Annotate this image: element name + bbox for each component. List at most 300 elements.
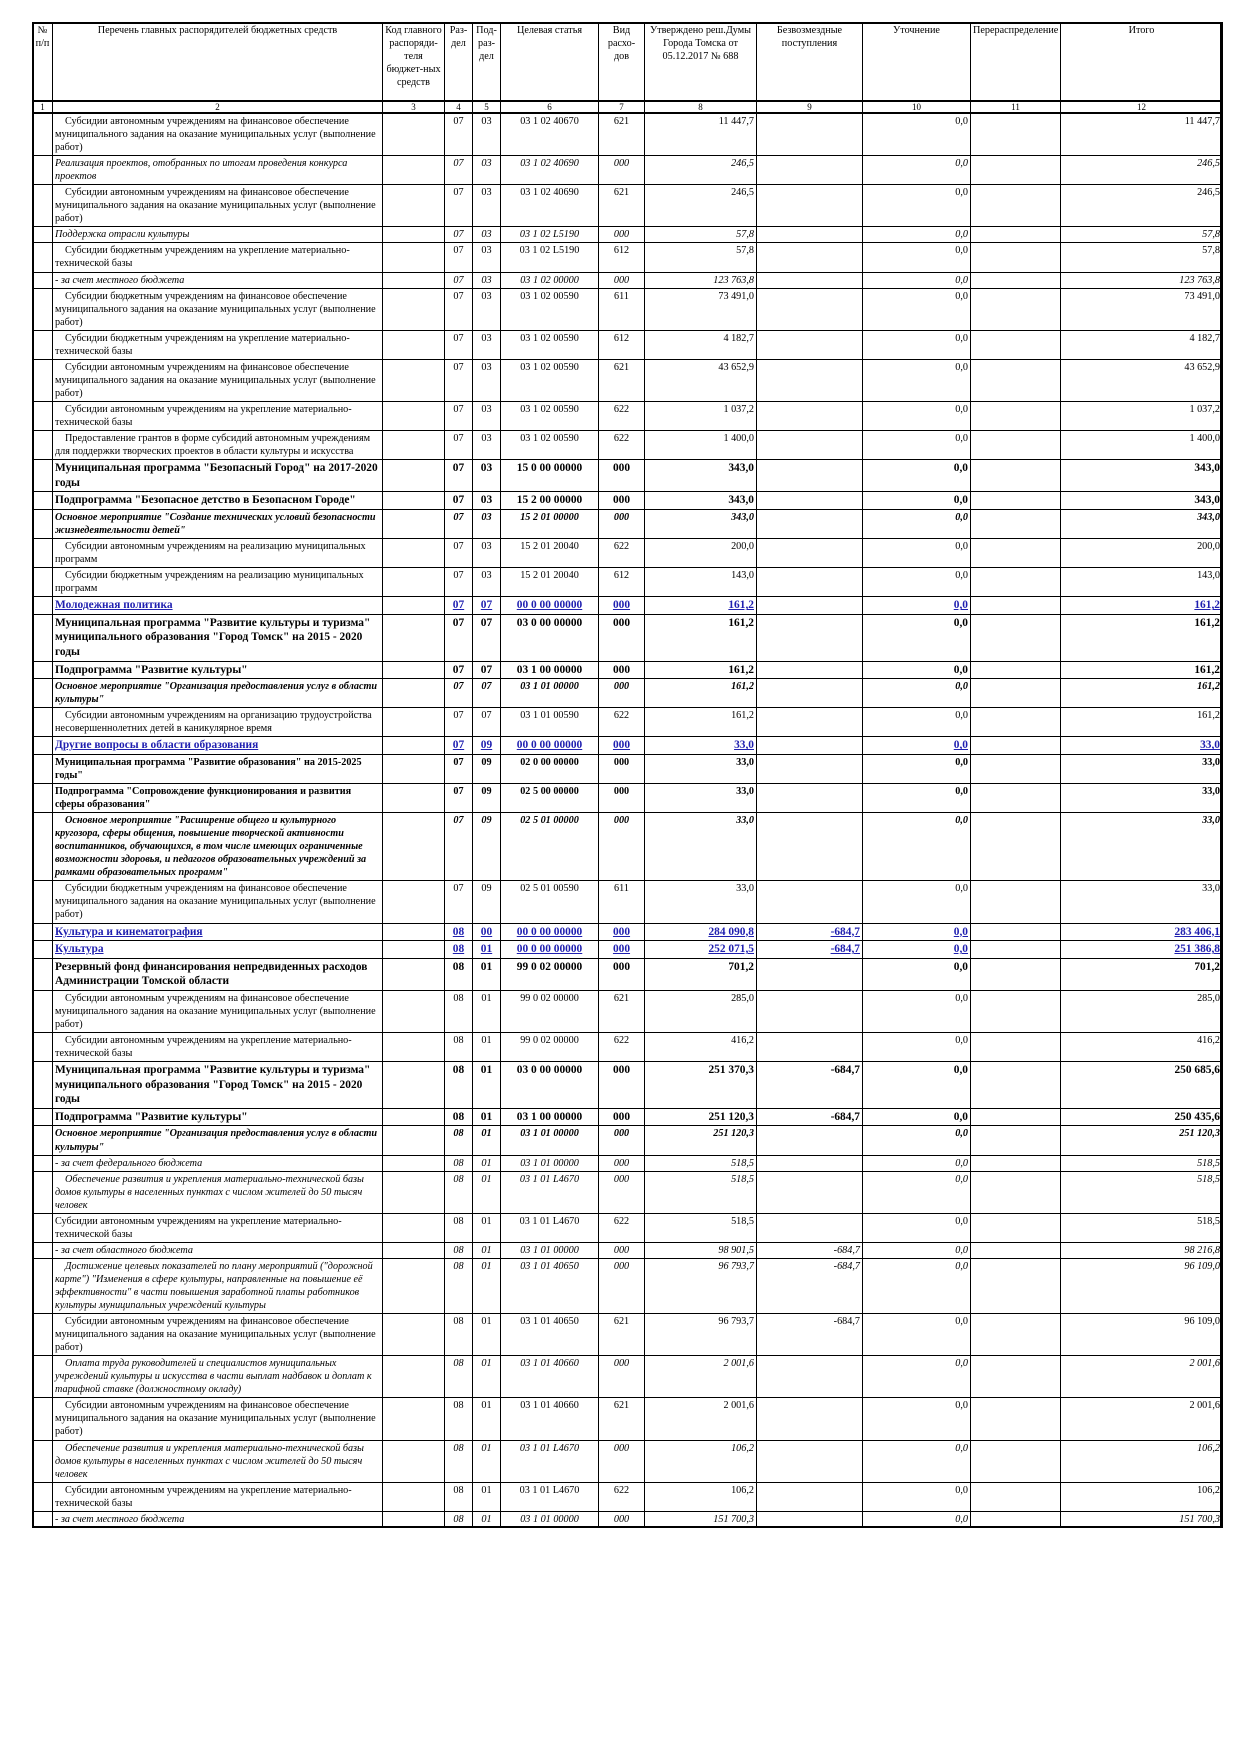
cell-clarification: 0,0	[863, 1511, 971, 1527]
cell-total: 250 435,6	[1061, 1108, 1223, 1126]
cell-name: Основное мероприятие "Создание технических условий безопасности жизнедеятельности детей"	[53, 509, 383, 538]
cell-code	[383, 679, 445, 708]
cell-code	[383, 923, 445, 941]
cell-num	[33, 1398, 53, 1440]
table-row	[33, 1155, 1223, 1171]
cell-clarification: 0,0	[863, 1258, 971, 1313]
cell-code	[383, 1314, 445, 1356]
cell-redistribution	[971, 431, 1061, 460]
cell-num	[33, 1126, 53, 1155]
cell-statya: 03 1 01 00000	[501, 1126, 599, 1155]
cell-redistribution	[971, 1213, 1061, 1242]
cell-vid: 000	[599, 227, 645, 243]
table-row	[33, 941, 1223, 959]
cell-free-receipts	[757, 1356, 863, 1398]
cell-podrazdel: 03	[473, 156, 501, 185]
cell-podrazdel: 01	[473, 990, 501, 1032]
cell-clarification: 0,0	[863, 359, 971, 401]
cell-razdel: 07	[445, 679, 473, 708]
cell-num	[33, 1033, 53, 1062]
cell-clarification: 0,0	[863, 156, 971, 185]
cell-num	[33, 1356, 53, 1398]
cell-num	[33, 1440, 53, 1482]
cell-approved: 1 037,2	[645, 401, 757, 430]
cell-approved: 200,0	[645, 539, 757, 568]
cell-statya: 02 5 00 00000	[501, 784, 599, 813]
table-row	[33, 708, 1223, 737]
cell-clarification: 0,0	[863, 1314, 971, 1356]
cell-razdel: 07	[445, 113, 473, 156]
table-row	[33, 754, 1223, 783]
cell-free-receipts	[757, 1126, 863, 1155]
cell-approved: 416,2	[645, 1033, 757, 1062]
cell-statya: 00 0 00 00000	[501, 941, 599, 959]
cell-vid: 000	[599, 1356, 645, 1398]
cell-code	[383, 1356, 445, 1398]
cell-approved: 33,0	[645, 881, 757, 923]
cell-clarification: 0,0	[863, 460, 971, 492]
table-row	[33, 1213, 1223, 1242]
cell-approved: 246,5	[645, 156, 757, 185]
cell-approved: 96 793,7	[645, 1314, 757, 1356]
table-row	[33, 1258, 1223, 1313]
cell-free-receipts	[757, 958, 863, 990]
cell-total: 4 182,7	[1061, 330, 1223, 359]
column-number: 11	[971, 101, 1061, 113]
cell-podrazdel: 03	[473, 272, 501, 288]
cell-redistribution	[971, 568, 1061, 597]
cell-total: 343,0	[1061, 509, 1223, 538]
cell-statya: 03 1 01 L4670	[501, 1482, 599, 1511]
cell-razdel: 07	[445, 431, 473, 460]
column-number: 6	[501, 101, 599, 113]
cell-vid: 000	[599, 1242, 645, 1258]
header-podrazdel: Под-раз-дел	[473, 23, 501, 102]
cell-name: Подпрограмма "Развитие культуры"	[53, 661, 383, 679]
cell-statya: 03 1 02 40670	[501, 113, 599, 156]
cell-code	[383, 185, 445, 227]
cell-podrazdel: 03	[473, 492, 501, 510]
cell-podrazdel: 03	[473, 401, 501, 430]
cell-vid: 000	[599, 1511, 645, 1527]
cell-razdel: 07	[445, 509, 473, 538]
cell-redistribution	[971, 272, 1061, 288]
cell-code	[383, 1482, 445, 1511]
cell-total: 1 037,2	[1061, 401, 1223, 430]
cell-free-receipts	[757, 460, 863, 492]
cell-code	[383, 227, 445, 243]
cell-code	[383, 813, 445, 881]
cell-vid: 612	[599, 568, 645, 597]
table-row	[33, 1171, 1223, 1213]
cell-name: Культура	[53, 941, 383, 959]
table-row	[33, 597, 1223, 615]
cell-redistribution	[971, 1440, 1061, 1482]
table-row	[33, 1033, 1223, 1062]
cell-free-receipts	[757, 614, 863, 661]
cell-approved: 11 447,7	[645, 113, 757, 156]
cell-statya: 03 1 01 00590	[501, 708, 599, 737]
cell-vid: 000	[599, 737, 645, 755]
cell-razdel: 07	[445, 243, 473, 272]
cell-name: Субсидии автономным учреждениям на финансовое обеспечение муниципального задания на оказание муниципальных услуг (выполнение работ)	[53, 1398, 383, 1440]
cell-total: 123 763,8	[1061, 272, 1223, 288]
cell-approved: 252 071,5	[645, 941, 757, 959]
cell-clarification: 0,0	[863, 679, 971, 708]
cell-total: 2 001,6	[1061, 1356, 1223, 1398]
cell-podrazdel: 01	[473, 1033, 501, 1062]
cell-razdel: 07	[445, 881, 473, 923]
cell-vid: 621	[599, 113, 645, 156]
cell-code	[383, 1126, 445, 1155]
cell-free-receipts	[757, 359, 863, 401]
cell-razdel: 08	[445, 1108, 473, 1126]
cell-redistribution	[971, 1171, 1061, 1213]
cell-total: 518,5	[1061, 1171, 1223, 1213]
cell-statya: 03 1 01 40660	[501, 1398, 599, 1440]
cell-name: Оплата труда руководителей и специалистов муниципальных учреждений культуры и искусства в части выплат надбавок и доплат к тарифной ставке (должностному окладу)	[53, 1356, 383, 1398]
cell-name: Муниципальная программа "Безопасный Город" на 2017-2020 годы	[53, 460, 383, 492]
cell-code	[383, 737, 445, 755]
cell-free-receipts	[757, 1171, 863, 1213]
cell-statya: 03 1 01 40650	[501, 1314, 599, 1356]
cell-statya: 02 0 00 00000	[501, 754, 599, 783]
cell-total: 416,2	[1061, 1033, 1223, 1062]
cell-approved: 33,0	[645, 813, 757, 881]
cell-code	[383, 330, 445, 359]
cell-razdel: 08	[445, 1511, 473, 1527]
cell-redistribution	[971, 113, 1061, 156]
cell-vid: 000	[599, 754, 645, 783]
cell-redistribution	[971, 679, 1061, 708]
cell-total: 106,2	[1061, 1440, 1223, 1482]
table-row	[33, 1440, 1223, 1482]
cell-redistribution	[971, 492, 1061, 510]
cell-name: Субсидии бюджетным учреждениям на финансовое обеспечение муниципального задания на оказание муниципальных услуг (выполнение работ)	[53, 881, 383, 923]
cell-num	[33, 1258, 53, 1313]
cell-podrazdel: 07	[473, 661, 501, 679]
cell-razdel: 07	[445, 754, 473, 783]
table-row	[33, 431, 1223, 460]
cell-name: Подпрограмма "Безопасное детство в Безопасном Городе"	[53, 492, 383, 510]
cell-podrazdel: 03	[473, 227, 501, 243]
table-row	[33, 661, 1223, 679]
cell-podrazdel: 03	[473, 460, 501, 492]
cell-free-receipts	[757, 288, 863, 330]
cell-total: 33,0	[1061, 881, 1223, 923]
cell-code	[383, 1511, 445, 1527]
cell-total: 98 216,8	[1061, 1242, 1223, 1258]
cell-redistribution	[971, 330, 1061, 359]
cell-free-receipts: -684,7	[757, 1062, 863, 1109]
cell-name: Субсидии бюджетным учреждениям на укрепление материально-технической базы	[53, 243, 383, 272]
cell-code	[383, 1171, 445, 1213]
cell-redistribution	[971, 923, 1061, 941]
cell-vid: 000	[599, 1258, 645, 1313]
cell-podrazdel: 01	[473, 1511, 501, 1527]
column-number: 5	[473, 101, 501, 113]
cell-free-receipts	[757, 990, 863, 1032]
cell-name: Обеспечение развития и укрепления материально-технической базы домов культуры в населенных пунктах с числом жителей до 50 тысяч человек	[53, 1440, 383, 1482]
header-redistribution: Перераспределение	[971, 23, 1061, 102]
header-vid: Вид расхо-дов	[599, 23, 645, 102]
cell-name: Субсидии автономным учреждениям на финансовое обеспечение муниципального задания на оказание муниципальных услуг (выполнение работ)	[53, 990, 383, 1032]
cell-name: Субсидии автономным учреждениям на финансовое обеспечение муниципального задания на оказание муниципальных услуг (выполнение работ)	[53, 185, 383, 227]
cell-podrazdel: 01	[473, 1062, 501, 1109]
cell-statya: 03 0 00 00000	[501, 1062, 599, 1109]
cell-statya: 00 0 00 00000	[501, 597, 599, 615]
cell-total: 73 491,0	[1061, 288, 1223, 330]
cell-code	[383, 359, 445, 401]
table-row	[33, 492, 1223, 510]
cell-free-receipts	[757, 113, 863, 156]
cell-free-receipts	[757, 431, 863, 460]
cell-vid: 622	[599, 401, 645, 430]
cell-name: - за счет местного бюджета	[53, 272, 383, 288]
cell-num	[33, 813, 53, 881]
cell-free-receipts	[757, 813, 863, 881]
table-row	[33, 1108, 1223, 1126]
cell-total: 200,0	[1061, 539, 1223, 568]
cell-approved: 106,2	[645, 1440, 757, 1482]
cell-approved: 33,0	[645, 784, 757, 813]
cell-name: Субсидии автономным учреждениям на укрепление материально-технической базы	[53, 1033, 383, 1062]
cell-clarification: 0,0	[863, 1482, 971, 1511]
cell-num	[33, 156, 53, 185]
cell-code	[383, 958, 445, 990]
table-row	[33, 1126, 1223, 1155]
cell-redistribution	[971, 737, 1061, 755]
cell-num	[33, 272, 53, 288]
cell-name: Субсидии автономным учреждениям на укрепление материально-технической базы	[53, 1482, 383, 1511]
cell-redistribution	[971, 614, 1061, 661]
cell-podrazdel: 09	[473, 881, 501, 923]
cell-vid: 000	[599, 492, 645, 510]
cell-code	[383, 113, 445, 156]
header-total: Итого	[1061, 23, 1223, 102]
cell-clarification: 0,0	[863, 401, 971, 430]
cell-podrazdel: 01	[473, 1440, 501, 1482]
table-row	[33, 958, 1223, 990]
cell-podrazdel: 01	[473, 1258, 501, 1313]
cell-total: 2 001,6	[1061, 1398, 1223, 1440]
cell-approved: 161,2	[645, 597, 757, 615]
cell-code	[383, 568, 445, 597]
cell-free-receipts	[757, 243, 863, 272]
cell-razdel: 08	[445, 1482, 473, 1511]
cell-code	[383, 401, 445, 430]
cell-code	[383, 539, 445, 568]
column-number: 7	[599, 101, 645, 113]
cell-vid: 000	[599, 784, 645, 813]
table-row	[33, 990, 1223, 1032]
cell-podrazdel: 07	[473, 614, 501, 661]
cell-clarification: 0,0	[863, 1108, 971, 1126]
cell-razdel: 08	[445, 923, 473, 941]
cell-vid: 621	[599, 359, 645, 401]
cell-redistribution	[971, 243, 1061, 272]
cell-free-receipts	[757, 492, 863, 510]
cell-razdel: 08	[445, 1155, 473, 1171]
cell-total: 57,8	[1061, 227, 1223, 243]
cell-approved: 701,2	[645, 958, 757, 990]
cell-code	[383, 1033, 445, 1062]
cell-free-receipts: -684,7	[757, 941, 863, 959]
cell-razdel: 07	[445, 330, 473, 359]
cell-razdel: 07	[445, 568, 473, 597]
cell-num	[33, 708, 53, 737]
cell-total: 33,0	[1061, 784, 1223, 813]
cell-razdel: 08	[445, 1398, 473, 1440]
cell-statya: 03 1 01 40650	[501, 1258, 599, 1313]
cell-razdel: 08	[445, 958, 473, 990]
cell-clarification: 0,0	[863, 1062, 971, 1109]
cell-podrazdel: 00	[473, 923, 501, 941]
cell-free-receipts	[757, 881, 863, 923]
cell-name: Муниципальная программа "Развитие образования" на 2015-2025 годы"	[53, 754, 383, 783]
cell-podrazdel: 03	[473, 113, 501, 156]
cell-razdel: 08	[445, 1314, 473, 1356]
cell-razdel: 07	[445, 597, 473, 615]
cell-code	[383, 156, 445, 185]
cell-code	[383, 597, 445, 615]
cell-clarification: 0,0	[863, 1155, 971, 1171]
cell-approved: 1 400,0	[645, 431, 757, 460]
cell-redistribution	[971, 1033, 1061, 1062]
cell-free-receipts	[757, 1511, 863, 1527]
table-row	[33, 679, 1223, 708]
cell-podrazdel: 09	[473, 784, 501, 813]
cell-num	[33, 958, 53, 990]
cell-total: 283 406,1	[1061, 923, 1223, 941]
cell-code	[383, 1440, 445, 1482]
cell-clarification: 0,0	[863, 330, 971, 359]
cell-code	[383, 941, 445, 959]
table-row	[33, 1062, 1223, 1109]
cell-approved: 2 001,6	[645, 1398, 757, 1440]
cell-num	[33, 784, 53, 813]
cell-podrazdel: 09	[473, 737, 501, 755]
table-row	[33, 737, 1223, 755]
cell-total: 343,0	[1061, 492, 1223, 510]
cell-vid: 000	[599, 272, 645, 288]
cell-total: 143,0	[1061, 568, 1223, 597]
cell-podrazdel: 01	[473, 1108, 501, 1126]
cell-clarification: 0,0	[863, 1440, 971, 1482]
cell-total: 251 120,3	[1061, 1126, 1223, 1155]
cell-razdel: 08	[445, 990, 473, 1032]
cell-code	[383, 990, 445, 1032]
table-row	[33, 272, 1223, 288]
cell-code	[383, 881, 445, 923]
cell-razdel: 07	[445, 539, 473, 568]
cell-free-receipts	[757, 708, 863, 737]
cell-razdel: 07	[445, 460, 473, 492]
cell-code	[383, 1258, 445, 1313]
cell-num	[33, 330, 53, 359]
cell-num	[33, 539, 53, 568]
cell-total: 57,8	[1061, 243, 1223, 272]
cell-vid: 000	[599, 1108, 645, 1126]
cell-razdel: 07	[445, 156, 473, 185]
cell-name: Субсидии автономным учреждениям на финансовое обеспечение муниципального задания на оказание муниципальных услуг (выполнение работ)	[53, 113, 383, 156]
cell-statya: 03 1 00 00000	[501, 1108, 599, 1126]
cell-code	[383, 784, 445, 813]
cell-num	[33, 1213, 53, 1242]
cell-vid: 622	[599, 1482, 645, 1511]
cell-clarification: 0,0	[863, 923, 971, 941]
table-row	[33, 460, 1223, 492]
cell-total: 343,0	[1061, 460, 1223, 492]
cell-clarification: 0,0	[863, 614, 971, 661]
cell-approved: 106,2	[645, 1482, 757, 1511]
cell-redistribution	[971, 1398, 1061, 1440]
cell-total: 33,0	[1061, 813, 1223, 881]
cell-vid: 000	[599, 1155, 645, 1171]
cell-name: Субсидии автономным учреждениям на укрепление материально-технической базы	[53, 401, 383, 430]
cell-name: Подпрограмма "Сопровождение функционирования и развития сферы образования"	[53, 784, 383, 813]
cell-approved: 73 491,0	[645, 288, 757, 330]
cell-name: Основное мероприятие "Организация предоставления услуг в области культуры"	[53, 1126, 383, 1155]
column-number: 2	[53, 101, 383, 113]
cell-podrazdel: 03	[473, 509, 501, 538]
cell-total: 96 109,0	[1061, 1258, 1223, 1313]
cell-redistribution	[971, 1126, 1061, 1155]
table-row	[33, 539, 1223, 568]
cell-redistribution	[971, 1482, 1061, 1511]
cell-num	[33, 1171, 53, 1213]
cell-free-receipts: -684,7	[757, 1314, 863, 1356]
table-row	[33, 330, 1223, 359]
cell-statya: 03 1 01 L4670	[501, 1171, 599, 1213]
header-clarification: Уточнение	[863, 23, 971, 102]
cell-razdel: 07	[445, 737, 473, 755]
cell-code	[383, 1155, 445, 1171]
cell-podrazdel: 01	[473, 941, 501, 959]
table-row	[33, 1482, 1223, 1511]
cell-podrazdel: 03	[473, 431, 501, 460]
cell-clarification: 0,0	[863, 1356, 971, 1398]
column-number: 10	[863, 101, 971, 113]
cell-clarification: 0,0	[863, 509, 971, 538]
cell-approved: 518,5	[645, 1171, 757, 1213]
cell-num	[33, 1242, 53, 1258]
cell-total: 106,2	[1061, 1482, 1223, 1511]
cell-name: - за счет местного бюджета	[53, 1511, 383, 1527]
cell-clarification: 0,0	[863, 1171, 971, 1213]
cell-num	[33, 359, 53, 401]
cell-statya: 03 1 02 00000	[501, 272, 599, 288]
cell-approved: 251 120,3	[645, 1108, 757, 1126]
table-row	[33, 401, 1223, 430]
cell-redistribution	[971, 539, 1061, 568]
table-row	[33, 568, 1223, 597]
cell-vid: 000	[599, 156, 645, 185]
table-row	[33, 156, 1223, 185]
cell-statya: 03 1 01 00000	[501, 1155, 599, 1171]
cell-redistribution	[971, 359, 1061, 401]
cell-redistribution	[971, 185, 1061, 227]
table-row	[33, 881, 1223, 923]
cell-razdel: 07	[445, 661, 473, 679]
cell-name: Резервный фонд финансирования непредвиденных расходов Администрации Томской области	[53, 958, 383, 990]
table-body	[33, 113, 1223, 1527]
cell-num	[33, 460, 53, 492]
cell-podrazdel: 03	[473, 359, 501, 401]
cell-num	[33, 990, 53, 1032]
cell-statya: 03 1 02 L5190	[501, 243, 599, 272]
cell-total: 161,2	[1061, 708, 1223, 737]
